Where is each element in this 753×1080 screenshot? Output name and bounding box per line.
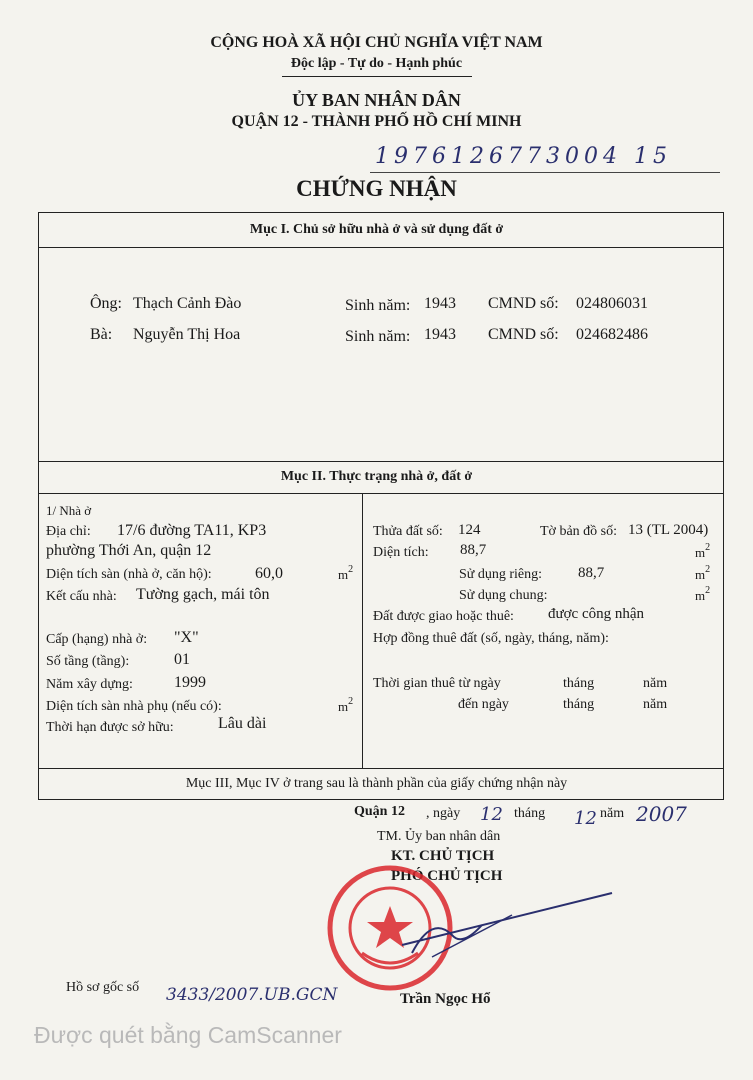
structure-value: Tường gạch, mái tôn — [136, 586, 270, 603]
floor-area-value: 60,0 — [255, 565, 283, 582]
section1-title-rule — [38, 247, 723, 248]
lease-to-month: tháng — [563, 697, 595, 712]
month-value: 12 — [574, 808, 597, 829]
floors-value: 01 — [174, 651, 190, 668]
floor-area-label: Diện tích sàn (nhà ở, căn hộ): — [46, 567, 212, 582]
month-label: tháng — [514, 806, 546, 821]
signature-place: Quận 12 — [354, 804, 405, 819]
id-number: 024682486 — [576, 326, 648, 343]
map-sheet-label: Tờ bản đồ số: — [540, 524, 618, 539]
year-label: năm — [600, 806, 625, 821]
lease-from-year: năm — [643, 676, 668, 691]
private-use-label: Sử dụng riêng: — [459, 567, 543, 582]
land-area-unit: $m^2$ — [695, 542, 711, 560]
section2-bottom-rule — [38, 768, 723, 769]
private-use-unit: $m^2$ — [695, 564, 711, 582]
serial-number: 1976126773004 15 — [375, 144, 672, 169]
structure-label: Kết cấu nhà: — [46, 589, 117, 604]
day-label: , ngày — [426, 806, 461, 821]
country-title: CỘNG HOÀ XÃ HỘI CHỦ NGHĨA VIỆT NAM — [210, 34, 543, 51]
signer-name: Trần Ngọc Hổ — [400, 991, 491, 1007]
shared-use-label: Sử dụng chung: — [459, 588, 548, 603]
map-sheet-value: 13 (TL 2004) — [628, 522, 709, 538]
year-value: 2007 — [636, 802, 687, 826]
ownership-term-value: Lâu dài — [218, 715, 267, 732]
file-number-label: Hồ sơ gốc số — [66, 980, 140, 995]
birth-label: Sinh năm: — [345, 297, 411, 314]
id-label: CMND số: — [488, 295, 559, 312]
address-label: Địa chỉ: — [46, 524, 91, 539]
on-behalf-line: TM. Ủy ban nhân dân — [377, 829, 501, 844]
private-use-value: 88,7 — [578, 565, 605, 581]
year-built-label: Năm xây dựng: — [46, 677, 133, 692]
role-chairman: KT. CHỦ TỊCH — [391, 848, 495, 864]
lease-from-label: Thời gian thuê từ ngày — [373, 676, 501, 691]
lease-from-month: tháng — [563, 676, 595, 691]
section2-top-rule — [38, 461, 723, 462]
parcel-label: Thửa đất số: — [373, 524, 443, 539]
house-heading: 1/ Nhà ở — [46, 503, 92, 518]
address-line1: 17/6 đường TA11, KP3 — [117, 522, 267, 539]
signature-stroke — [392, 885, 622, 965]
land-area-label: Diện tích: — [373, 545, 429, 560]
grade-label: Cấp (hạng) nhà ở: — [46, 632, 148, 647]
day-value: 12 — [480, 804, 503, 825]
year-built-value: 1999 — [174, 674, 206, 691]
aux-area-label: Diện tích sàn nhà phụ (nếu có): — [46, 699, 222, 714]
motto-underline — [282, 76, 472, 77]
lease-contract-label: Hợp đồng thuê đất (số, ngày, tháng, năm): — [373, 631, 609, 646]
shared-use-unit: $m^2$ — [695, 585, 711, 603]
scanner-watermark: Được quét bằng CamScanner — [34, 1022, 342, 1048]
owner-prefix: Ông: — [90, 295, 122, 312]
birth-year: 1943 — [424, 326, 456, 343]
authority-title: ỦY BAN NHÂN DÂN — [292, 90, 461, 110]
section2-divider — [362, 493, 363, 768]
motto: Độc lập - Tự do - Hạnh phúc — [290, 56, 463, 71]
land-area-value: 88,7 — [460, 542, 487, 558]
birth-label: Sinh năm: — [345, 328, 411, 345]
district-title: QUẬN 12 - THÀNH PHỐ HỒ CHÍ MINH — [231, 113, 522, 130]
lease-to-year: năm — [643, 697, 668, 712]
footer-note: Mục III, Mục IV ở trang sau là thành phần của giấy chứng nhận này — [185, 776, 568, 791]
section2-title-rule — [38, 493, 723, 494]
id-label: CMND số: — [488, 326, 559, 343]
section2-title: Mục II. Thực trạng nhà ở, đất ở — [280, 469, 473, 484]
file-number-value: 3433/2007.UB.GCN — [166, 985, 338, 1005]
address-line2: phường Thới An, quận 12 — [46, 542, 212, 559]
ownership-term-label: Thời hạn được sở hữu: — [46, 720, 174, 735]
floor-area-unit: $m^2$ — [338, 564, 354, 582]
document-title: CHỨNG NHẬN — [296, 176, 457, 201]
floors-label: Số tầng (tầng): — [46, 654, 130, 669]
allocation-label: Đất được giao hoặc thuê: — [373, 609, 514, 624]
owner-name: Thạch Cảnh Đào — [133, 295, 242, 312]
section1-title: Mục I. Chủ sở hữu nhà ở và sử dụng đất ở — [249, 222, 504, 237]
serial-underline — [370, 172, 720, 173]
aux-area-unit: $m^2$ — [338, 696, 354, 714]
parcel-value: 124 — [458, 522, 481, 538]
role-vice-chairman: PHÓ CHỦ TỊCH — [391, 868, 503, 884]
allocation-value: được công nhận — [548, 606, 645, 622]
lease-to-label: đến ngày — [458, 697, 509, 712]
id-number: 024806031 — [576, 295, 648, 312]
birth-year: 1943 — [424, 295, 456, 312]
grade-value: "X" — [174, 629, 199, 646]
owner-prefix: Bà: — [90, 326, 113, 343]
owner-name: Nguyễn Thị Hoa — [133, 326, 241, 343]
